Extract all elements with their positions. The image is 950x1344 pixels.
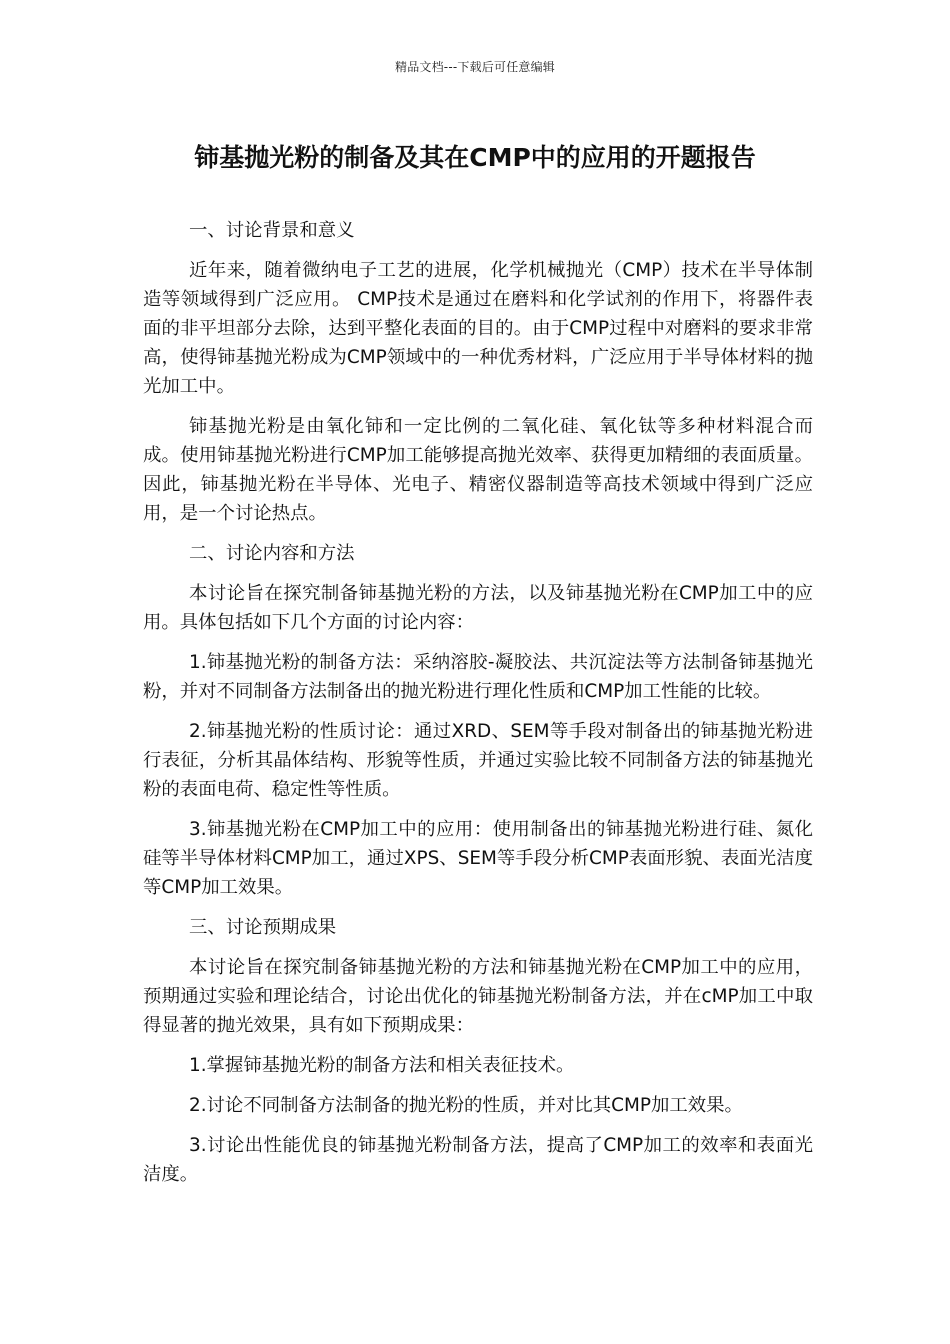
paragraph: 本讨论旨在探究制备铈基抛光粉的方法和铈基抛光粉在CMP加工中的应用，预期通过实验和理论结合，讨论出优化的铈基抛光粉制备方法，并在cMP加工中取得显著的抛光效果，具有如下预期成果： (143, 957, 813, 1036)
list-item: 3.讨论出性能优良的铈基抛光粉制备方法，提高了CMP加工的效率和表面光洁度。 (143, 1135, 813, 1185)
document-body (143, 216, 813, 1200)
header-note: 精品文档---下载后可任意编辑 (395, 60, 555, 74)
list-item: 1.掌握铈基抛光粉的制备方法和相关表征技术。 (189, 1055, 575, 1076)
section-heading-background: 一、讨论背景和意义 (189, 220, 355, 241)
section-heading-expected-results: 三、讨论预期成果 (189, 917, 337, 938)
list-item: 3.铈基抛光粉在CMP加工中的应用：使用制备出的铈基抛光粉进行硅、氮化硅等半导体材料CMP加工，通过XPS、SEM等手段分析CMP表面形貌、表面光洁度等CMP加工效果。 (143, 819, 813, 898)
section-heading-content-methods: 二、讨论内容和方法 (189, 543, 355, 564)
list-item: 2.铈基抛光粉的性质讨论：通过XRD、SEM等手段对制备出的铈基抛光粉进行表征，分析其晶体结构、形貌等性质，并通过实验比较不同制备方法的铈基抛光粉的表面电荷、稳定性等性质。 (143, 721, 813, 800)
list-item: 1.铈基抛光粉的制备方法：采纳溶胶-凝胶法、共沉淀法等方法制备铈基抛光粉，并对不同制备方法制备出的抛光粉进行理化性质和CMP加工性能的比较。 (143, 652, 813, 702)
paragraph: 本讨论旨在探究制备铈基抛光粉的方法，以及铈基抛光粉在CMP加工中的应用。具体包括如下几个方面的讨论内容： (143, 583, 813, 633)
list-item: 2.讨论不同制备方法制备的抛光粉的性质，并对比其CMP加工效果。 (189, 1095, 743, 1116)
paragraph: 铈基抛光粉是由氧化铈和一定比例的二氧化硅、氧化钛等多种材料混合而成。使用铈基抛光粉进行CMP加工能够提高抛光效率、获得更加精细的表面质量。因此，铈基抛光粉在半导体、光电子、精密仪器制造等高技术领域中得到广泛应用，是一个讨论热点。 (143, 416, 813, 524)
paragraph: 近年来，随着微纳电子工艺的进展，化学机械抛光（CMP）技术在半导体制造等领域得到广泛应用。 CMP技术是通过在磨料和化学试剂的作用下，将器件表面的非平坦部分去除，达到平整化表面的目的。由于CMP过程中对磨料的要求非常高，使得铈基抛光粉成为CMP领域中的一种优秀材料，广泛应用于半导体材料的抛光加工中。 (143, 260, 813, 397)
document-title: 铈基抛光粉的制备及其在CMP中的应用的开题报告 (194, 143, 756, 172)
